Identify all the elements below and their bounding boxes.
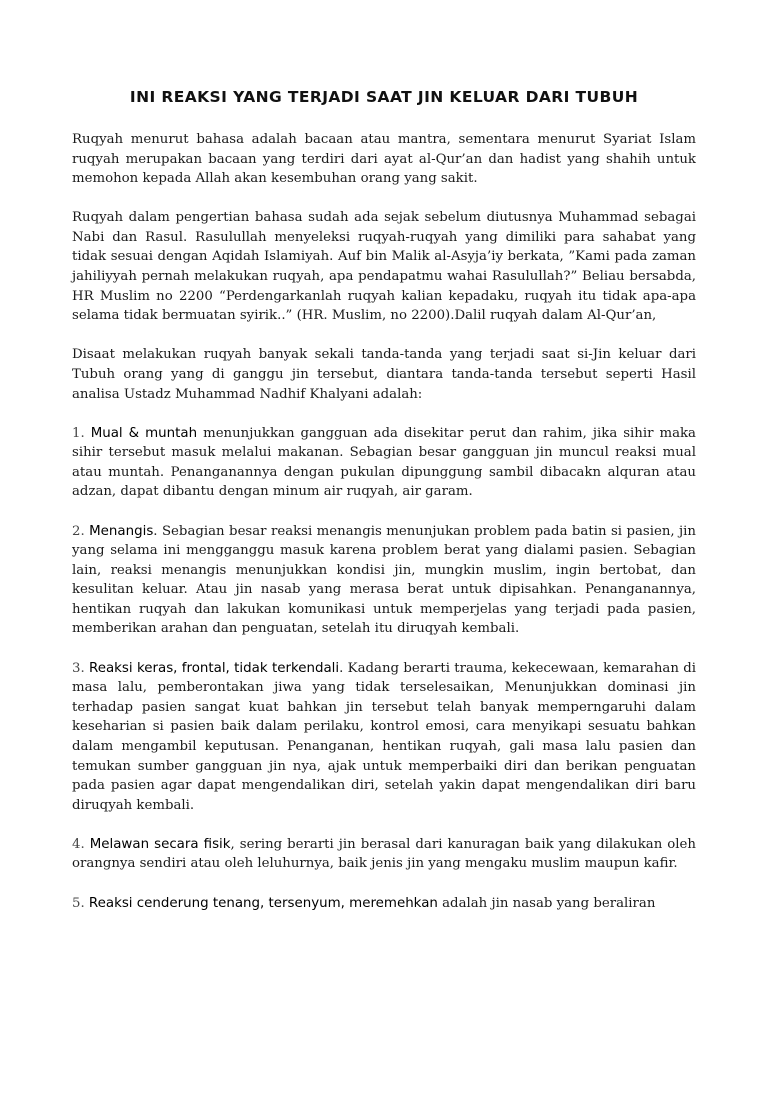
list-item-3 <box>72 659 696 816</box>
list-item-1 <box>72 424 696 502</box>
item-text: menunjukkan gangguan ada disekitar perut dan rahim, jika sihir maka sihir tersebut masuk melalui makanan. Sebagian besar gangguan jin muncul reaksi mual atau muntah. Penanganannya dengan pukulan dipunggung sambil dibacakn alquran atau adzan, dapat dibantu dengan minum air ruqyah, air garam. <box>72 425 696 500</box>
paragraph-ruqyah-history: Ruqyah dalam pengertian bahasa sudah ada sejak sebelum diutusnya Muhammad sebagai Nabi dan Rasul. Rasulullah menyeleksi ruqyah-ruqyah yang dimiliki para sahabat yang tidak sesuai dengan Aqidah Islamiyah. Auf bin Malik al-Asyja’iy berkata, ”Kami pada zaman jahiliyyah pernah melakukan ruqyah, apa pendapatmu wahai Rasulullah?” Beliau bersabda, HR Muslim no 2200 “Perdengarkanlah ruqyah kalian kepadaku, ruqyah itu tidak apa-apa selama tidak bermuatan syirik..” (HR. Muslim, no 2200).Dalil ruqyah dalam Al-Qur’an, <box>72 210 696 324</box>
item-number: 3. <box>72 660 85 676</box>
item-number: 5. <box>72 895 85 911</box>
list-item-4 <box>72 835 696 874</box>
list-item-2 <box>72 522 696 640</box>
item-keyword: Menangis <box>89 523 154 539</box>
paragraph-signs-intro: Disaat melakukan ruqyah banyak sekali tanda-tanda yang terjadi saat si-Jin keluar dari Tubuh orang yang di ganggu jin tersebut, diantara tanda-tanda tersebut seperti Hasil analisa Ustadz Muhammad Nadhif Khalyani adalah: <box>72 347 696 402</box>
item-text: , sering berarti jin berasal dari kanuragan baik yang dilakukan oleh orangnya sendiri atau oleh leluhurnya, baik jenis jin yang mengaku muslim maupun kafir. <box>72 836 696 872</box>
item-keyword: Melawan secara fisik <box>89 836 231 852</box>
list-item-5 <box>72 894 696 914</box>
document-title: INI REAKSI YANG TERJADI SAAT JIN KELUAR DARI TUBUH <box>129 88 639 106</box>
item-text: . Kadang berarti trauma, kekecewaan, kemarahan di masa lalu, pemberontakan jiwa yang tidak terselesaikan, Menunjukkan dominasi jin terhadap pasien sangat kuat bahkan jin tersebut telah banyak memperngaruhi dalam keseharian si pasien baik dalam perilaku, kontrol emosi, cara menyikapi sesuatu bahkan dalam mengambil keputusan. Penanganan, hentikan ruqyah, gali masa lalu pasien dan temukan sumber gangguan jin nya, ajak untuk memperbaiki diri dan berikan penguatan pada pasien agar dapat mengendalikan diri, setelah yakin dapat mengendalikan diri baru diruqyah kembali. <box>72 660 696 813</box>
item-keyword: Mual & muntah <box>90 425 198 441</box>
item-text: adalah jin nasab yang beraliran <box>437 895 656 911</box>
item-text: . Sebagian besar reaksi menangis menunjukan problem pada batin si pasien, jin yang selama ini mengganggu masuk karena problem berat yang dialami pasien. Sebagian lain, reaksi menangis menunjukkan kondisi jin, mungkin muslim, ingin bertobat, dan kesulitan keluar. Atau jin nasab yang merasa berat untuk dipisahkan. Penanganannya, hentikan ruqyah dan lakukan komunikasi untuk memperjelas yang terjadi pada pasien, memberikan arahan dan penguatan, setelah itu diruqyah kembali. <box>72 523 696 637</box>
item-keyword: Reaksi cenderung tenang, tersenyum, meremehkan <box>88 895 438 911</box>
paragraph-ruqyah-definition: Ruqyah menurut bahasa adalah bacaan atau mantra, sementara menurut Syariat Islam ruqyah merupakan bacaan yang terdiri dari ayat al-Qur’an dan hadist yang shahih untuk memohon kepada Allah akan kesembuhan orang yang sakit. <box>72 132 696 187</box>
item-number: 1. <box>72 425 85 441</box>
document-page <box>0 88 768 1112</box>
item-number: 4. <box>72 836 85 852</box>
item-number: 2. <box>72 523 85 539</box>
item-keyword: Reaksi keras, frontal, tidak terkendali <box>89 660 340 676</box>
